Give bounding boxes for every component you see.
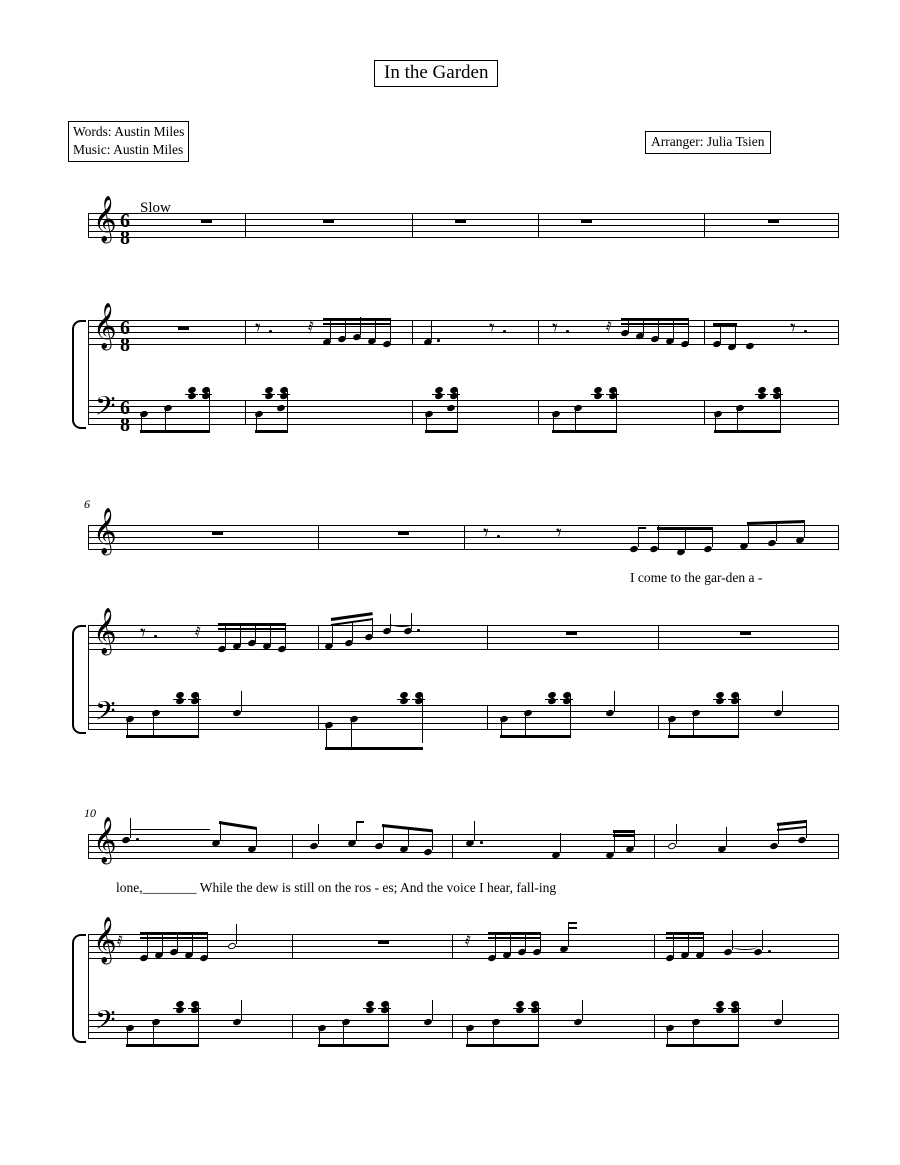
stem (673, 318, 674, 340)
barline (318, 525, 319, 550)
measure-number: 10 (84, 806, 96, 820)
ledger-line (262, 394, 275, 395)
beam (140, 937, 208, 939)
ledger-line (173, 1008, 186, 1009)
sixteenth-rest: 𝅀 (117, 932, 123, 951)
augmentation-dot (768, 950, 771, 953)
barline (838, 625, 839, 650)
stem (776, 523, 777, 541)
barline (838, 705, 839, 730)
augmentation-dot (480, 841, 483, 844)
stem (676, 824, 677, 844)
stem (782, 691, 783, 711)
stem (782, 1000, 783, 1020)
stem (688, 318, 689, 343)
stem (422, 695, 423, 743)
stem (748, 524, 749, 544)
ledger-line (545, 699, 558, 700)
treble-clef-icon: 𝄞 (93, 917, 117, 963)
stem (207, 932, 208, 957)
barline (412, 213, 413, 238)
barline (292, 934, 293, 959)
stem (432, 830, 433, 850)
system-left-line-1 (88, 213, 89, 238)
stem (241, 691, 242, 711)
beam (126, 1044, 198, 1047)
augmentation-dot (804, 330, 807, 333)
stem (332, 624, 333, 644)
whole-rest (566, 631, 577, 635)
time-signature-rh-1: 6 8 (120, 317, 130, 356)
vocal-staff-1 (88, 213, 838, 238)
stem (726, 827, 727, 847)
stem (570, 695, 571, 738)
barline (838, 525, 839, 550)
tie (733, 944, 757, 950)
quarter-rest: 𝄾 (489, 316, 495, 341)
stem (192, 932, 193, 954)
barline (487, 625, 488, 650)
slur (130, 829, 210, 830)
ledger-line (173, 699, 186, 700)
beam (466, 1044, 538, 1047)
quarter-rest: 𝄾 (140, 621, 146, 646)
augmentation-dot (503, 330, 506, 333)
stem (540, 932, 541, 951)
page-title: In the Garden (374, 60, 498, 87)
barline (658, 625, 659, 650)
whole-rest (740, 631, 751, 635)
bass-clef-icon: 𝄢 (95, 1004, 116, 1042)
piano-lh-staff-3 (88, 1014, 838, 1039)
treble-clef-icon: 𝄞 (93, 508, 117, 554)
barline (538, 320, 539, 345)
stem (388, 1004, 389, 1047)
stem (738, 1004, 739, 1047)
stem (568, 922, 569, 947)
ledger-line (363, 1008, 376, 1009)
piano-lh-staff-1 (88, 400, 838, 425)
beam (218, 623, 286, 626)
stem (616, 390, 617, 433)
stem (614, 691, 615, 711)
stem (804, 521, 805, 538)
stem (375, 318, 376, 339)
stem (688, 932, 689, 954)
barline (704, 213, 705, 238)
beam (323, 318, 391, 321)
beam (613, 835, 635, 837)
whole-rest (398, 531, 409, 535)
stem (560, 833, 561, 853)
beam (126, 735, 198, 738)
stem (457, 390, 458, 433)
flag (638, 527, 646, 529)
credit-music: Music: Austin Miles (73, 142, 184, 158)
beam (325, 747, 423, 750)
beam (668, 735, 739, 738)
stem (318, 824, 319, 844)
sixteenth-rest: 𝅀 (606, 318, 612, 337)
barline (658, 525, 659, 550)
bass-clef-icon: 𝄢 (95, 695, 116, 733)
stem (356, 821, 357, 841)
barline (452, 834, 453, 859)
stem (147, 932, 148, 957)
stem (658, 318, 659, 338)
beam (318, 1044, 389, 1047)
barline (704, 400, 705, 425)
stem (162, 932, 163, 954)
stem (778, 824, 779, 844)
beam (657, 527, 713, 530)
piano-lh-staff-2 (88, 705, 838, 730)
quarter-rest: 𝄾 (556, 521, 562, 546)
whole-rest (323, 219, 334, 223)
barline (538, 213, 539, 238)
whole-rest (212, 531, 223, 535)
stem (735, 324, 736, 346)
flag (568, 927, 577, 929)
stem (643, 318, 644, 335)
flag (568, 922, 577, 924)
stem (673, 932, 674, 957)
stem (351, 718, 352, 750)
barline (838, 834, 839, 859)
stem (780, 390, 781, 433)
treble-clef-icon: 𝄞 (93, 608, 117, 654)
stem (538, 1004, 539, 1047)
beam (140, 430, 210, 433)
barline (292, 1014, 293, 1039)
beam (666, 932, 704, 935)
time-signature-lh-1: 6 8 (120, 397, 130, 436)
beam (666, 1044, 738, 1047)
whole-rest (455, 219, 466, 223)
stem (198, 695, 199, 738)
barline (245, 320, 246, 345)
system-left-line-3 (88, 834, 89, 859)
augmentation-dot (269, 330, 272, 333)
barline (658, 705, 659, 730)
beam (713, 323, 737, 326)
ledger-line (713, 1008, 726, 1009)
beam (777, 820, 807, 826)
barline (538, 400, 539, 425)
credit-words: Words: Austin Miles (73, 124, 185, 139)
augmentation-dot (154, 635, 157, 638)
treble-clef-icon: 𝄞 (93, 196, 117, 242)
beam (255, 430, 288, 433)
lyrics-line-2: lone,________ While the dew is still on the ros - es; And the voice I hear, fall-ing (116, 880, 557, 895)
augmentation-dot (497, 535, 500, 538)
beam (323, 323, 391, 325)
stem (285, 623, 286, 648)
stem (198, 1004, 199, 1047)
whole-rest (201, 219, 212, 223)
stem (270, 623, 271, 645)
stem (241, 1000, 242, 1020)
stem (474, 821, 475, 841)
beam (613, 830, 635, 833)
beam (140, 932, 208, 935)
beam (666, 937, 704, 939)
barline (704, 320, 705, 345)
stem (638, 527, 639, 547)
barline (318, 625, 319, 650)
stem (287, 390, 288, 433)
measure-number: 6 (84, 497, 90, 511)
stem (240, 623, 241, 645)
barline (838, 213, 839, 238)
stem (431, 320, 432, 340)
tie (391, 621, 413, 627)
beam (777, 826, 807, 832)
beam (425, 430, 458, 433)
stem (703, 932, 704, 954)
stem (432, 1000, 433, 1020)
stem (255, 623, 256, 642)
barline (654, 834, 655, 859)
tempo-marking: Slow (140, 200, 171, 216)
credit-arranger: Arranger: Julia Tsien (651, 134, 765, 149)
stem (225, 623, 226, 648)
stem (738, 695, 739, 738)
stem (510, 932, 511, 954)
ledger-line (591, 394, 604, 395)
augmentation-dot (417, 629, 420, 632)
barline (838, 320, 839, 345)
augmentation-dot (566, 330, 569, 333)
quarter-rest: 𝄾 (255, 316, 261, 341)
barline (412, 400, 413, 425)
barline (452, 934, 453, 959)
credits-words-music (68, 121, 189, 162)
whole-rest (378, 940, 389, 944)
barline (318, 705, 319, 730)
beam (621, 318, 689, 321)
lyrics-line-1: I come to the gar-den a - (630, 570, 763, 585)
sixteenth-rest: 𝅀 (195, 623, 201, 642)
quarter-rest: 𝄾 (790, 316, 796, 341)
stem (685, 528, 686, 550)
stem (236, 924, 237, 944)
vocal-staff-2 (88, 521, 838, 550)
stem (495, 932, 496, 957)
ledger-line (513, 1008, 526, 1009)
system-left-line-2 (88, 525, 89, 550)
stem (352, 622, 353, 641)
sixteenth-rest: 𝅀 (308, 318, 314, 337)
ledger-line (397, 699, 410, 700)
ledger-line (432, 394, 445, 395)
stem (177, 932, 178, 951)
barline (245, 400, 246, 425)
piano-brace (72, 934, 86, 1043)
augmentation-dot (437, 339, 440, 342)
quarter-rest: 𝄾 (483, 521, 489, 546)
augmentation-dot (136, 838, 139, 841)
stem (209, 390, 210, 433)
barline (838, 934, 839, 959)
barline (487, 705, 488, 730)
time-signature-vocal-1: 6 8 (120, 210, 130, 249)
whole-rest (178, 326, 189, 330)
stem (628, 318, 629, 332)
treble-clef-icon: 𝄞 (93, 817, 117, 863)
barline (245, 213, 246, 238)
treble-clef-icon: 𝄞 (93, 303, 117, 349)
barline (412, 320, 413, 345)
sixteenth-rest: 𝅀 (465, 932, 471, 951)
whole-rest (768, 219, 779, 223)
barline (654, 1014, 655, 1039)
ledger-line (713, 699, 726, 700)
whole-rest (581, 219, 592, 223)
stem (582, 1000, 583, 1020)
beam (714, 430, 781, 433)
stem (525, 932, 526, 951)
ledger-line (185, 394, 198, 395)
barline (838, 1014, 839, 1039)
beam (552, 430, 617, 433)
piano-brace (72, 625, 86, 734)
quarter-rest: 𝄾 (552, 316, 558, 341)
bass-clef-icon: 𝄢 (95, 390, 116, 428)
stem (762, 930, 763, 950)
flag (356, 821, 364, 823)
barline (654, 934, 655, 959)
credits-arranger (645, 131, 771, 154)
beam (219, 821, 257, 830)
barline (292, 834, 293, 859)
piano-brace (72, 320, 86, 429)
barline (452, 1014, 453, 1039)
beam (621, 323, 689, 325)
stem (130, 818, 131, 838)
beam (218, 628, 286, 630)
barline (838, 400, 839, 425)
barline (464, 525, 465, 550)
beam (500, 735, 571, 738)
ledger-line (755, 394, 768, 395)
